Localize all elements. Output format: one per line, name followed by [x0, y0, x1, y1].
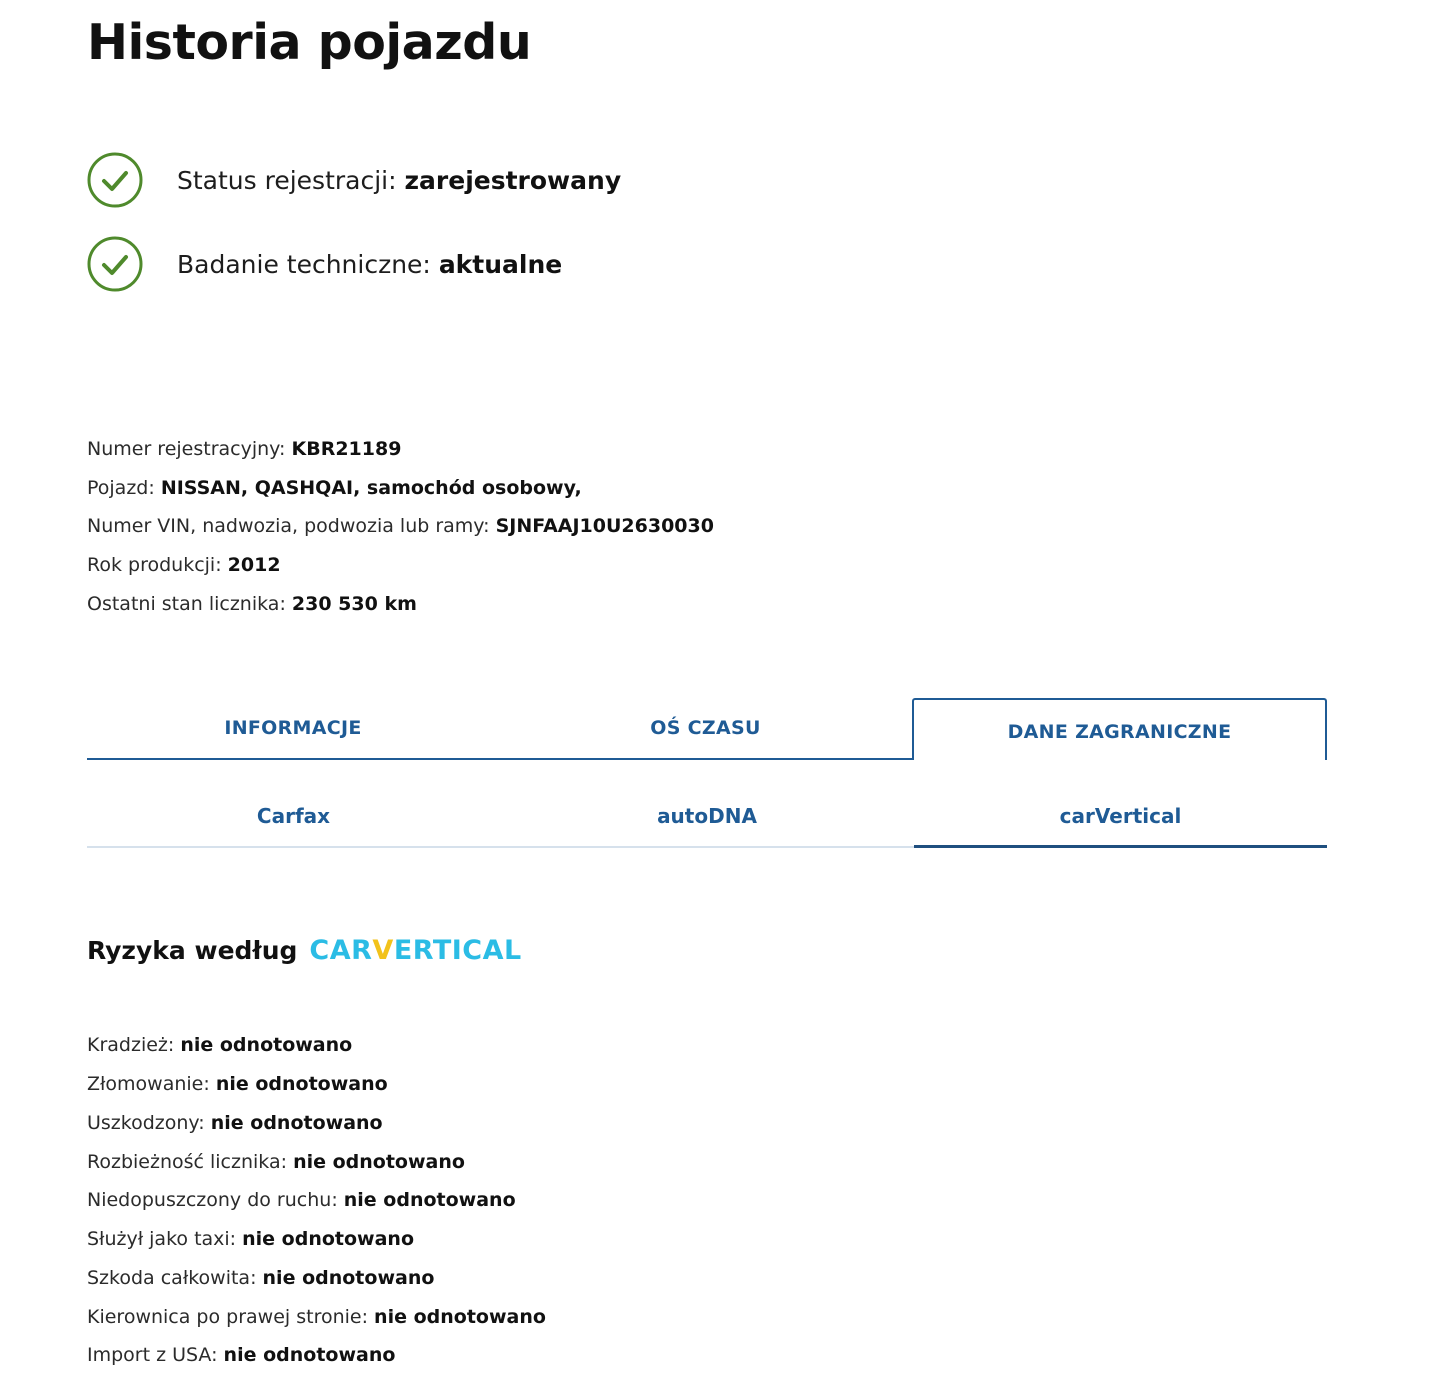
technical-inspection-label: Badanie techniczne:	[177, 249, 439, 279]
risk-heading	[87, 928, 522, 972]
logo-part: ERTICAL	[393, 934, 522, 966]
tab-dane-zagraniczne[interactable]: DANE ZAGRANICZNE	[912, 698, 1327, 760]
risk-item-not-roadworthy	[87, 1189, 516, 1211]
info-label: Rok produkcji:	[87, 554, 228, 576]
risk-label: Złomowanie:	[87, 1073, 216, 1095]
risk-value: nie odnotowano	[223, 1344, 396, 1366]
risk-item-taxi	[87, 1228, 414, 1250]
check-circle-icon	[87, 236, 143, 292]
production-year-line	[87, 554, 281, 576]
subtab-carfax[interactable]: Carfax	[87, 786, 500, 848]
registration-status-label: Status rejestracji:	[177, 165, 405, 195]
registration-status-value: zarejestrowany	[404, 165, 622, 195]
registration-status-row	[87, 151, 621, 209]
risk-label: Niedopuszczony do ruchu:	[87, 1189, 344, 1211]
odometer-line	[87, 593, 417, 615]
info-value: 230 530 km	[291, 593, 417, 615]
info-value: 2012	[227, 554, 281, 576]
info-label: Ostatni stan licznika:	[87, 593, 292, 615]
risk-value: nie odnotowano	[210, 1112, 383, 1134]
registration-number-line	[87, 438, 401, 460]
vin-line	[87, 515, 714, 537]
risk-value: nie odnotowano	[180, 1034, 353, 1056]
risk-label: Szkoda całkowita:	[87, 1267, 263, 1289]
risk-value: nie odnotowano	[293, 1151, 465, 1173]
risk-label: Kierownica po prawej stronie:	[87, 1306, 375, 1328]
risk-value: nie odnotowano	[242, 1228, 415, 1250]
risk-item-total-loss	[87, 1267, 434, 1289]
info-label: Numer rejestracyjny:	[87, 438, 292, 460]
info-label: Numer VIN, nadwozia, podwozia lub ramy:	[87, 515, 496, 537]
sub-tabs	[87, 786, 1327, 848]
vehicle-line	[87, 477, 582, 499]
risk-item-right-hand-drive	[87, 1306, 546, 1328]
risk-label: Rozbieżność licznika:	[87, 1151, 294, 1173]
subtab-carvertical[interactable]: carVertical	[914, 786, 1327, 848]
technical-inspection-value: aktualne	[438, 249, 563, 279]
risk-label: Kradzież:	[87, 1034, 181, 1056]
check-circle-icon	[87, 152, 143, 208]
risk-value: nie odnotowano	[343, 1189, 516, 1211]
risk-label: Służył jako taxi:	[87, 1228, 243, 1250]
tab-informacje[interactable]: INFORMACJE	[87, 698, 499, 760]
risk-title: Ryzyka według	[87, 935, 298, 965]
risk-value: nie odnotowano	[262, 1267, 435, 1289]
risk-item-theft	[87, 1034, 352, 1056]
registration-status-text	[177, 166, 621, 195]
risk-value: nie odnotowano	[374, 1306, 546, 1328]
risk-label: Uszkodzony:	[87, 1112, 211, 1134]
risk-value: nie odnotowano	[215, 1073, 388, 1095]
risk-item-damaged	[87, 1112, 383, 1134]
technical-inspection-row	[87, 235, 562, 293]
tab-os-czasu[interactable]: OŚ CZASU	[499, 698, 912, 760]
info-value: NISSAN, QASHQAI, samochód osobowy,	[160, 477, 582, 499]
logo-part: V	[372, 934, 394, 966]
carvertical-logo	[309, 935, 521, 966]
risk-label: Import z USA:	[87, 1344, 224, 1366]
info-value: KBR21189	[291, 438, 402, 460]
risk-item-scrapped	[87, 1073, 388, 1095]
info-value: SJNFAAJ10U2630030	[495, 515, 714, 537]
risk-item-usa-import	[87, 1344, 395, 1366]
technical-inspection-text	[177, 250, 562, 279]
subtab-autodna[interactable]: autoDNA	[500, 786, 914, 848]
info-label: Pojazd:	[87, 477, 161, 499]
main-tabs	[87, 698, 1327, 760]
risk-item-odometer	[87, 1151, 465, 1173]
page-title: Historia pojazdu	[87, 14, 532, 71]
logo-part: CAR	[309, 934, 373, 966]
